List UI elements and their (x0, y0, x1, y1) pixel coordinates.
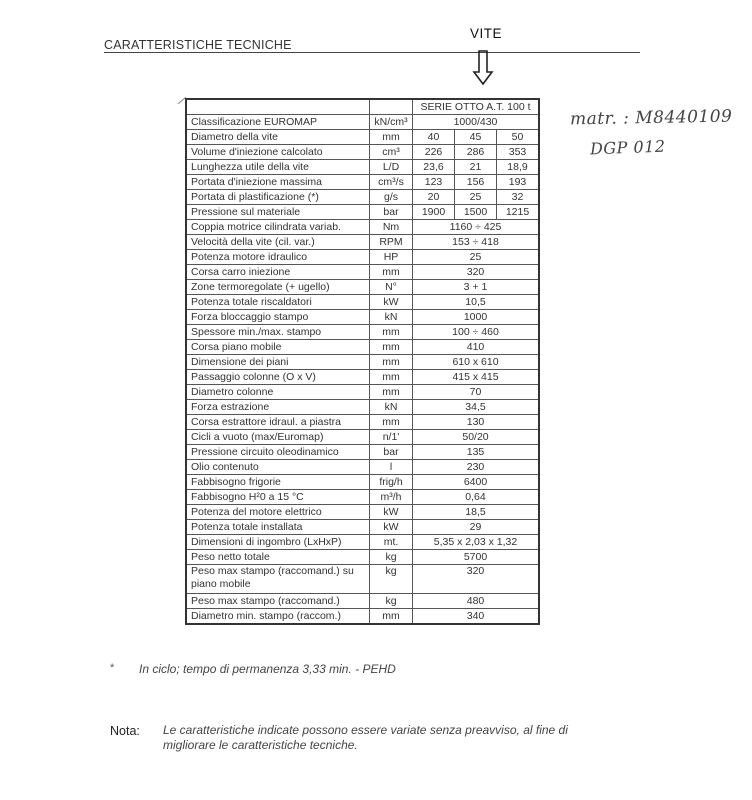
row-unit: kN (370, 400, 413, 415)
row-unit: mm (370, 355, 413, 370)
row-label: Portata d'iniezione massima (186, 175, 370, 190)
row-value: 25 (413, 250, 540, 265)
row-value: 70 (413, 385, 540, 400)
row-unit: frig/h (370, 475, 413, 490)
row-label: Fabbisogno frigorie (186, 475, 370, 490)
handwritten-code: DGP 012 (589, 136, 666, 159)
table-row (186, 160, 539, 175)
row-value: 1500 (455, 205, 497, 220)
table-row (186, 520, 539, 535)
table-row (186, 145, 539, 160)
row-label: Forza bloccaggio stampo (186, 310, 370, 325)
footnote-mark: * (110, 662, 115, 674)
row-unit: cm³ (370, 145, 413, 160)
row-label: Peso max stampo (raccomand.) (186, 594, 370, 609)
row-unit: mm (370, 415, 413, 430)
row-unit: g/s (370, 190, 413, 205)
down-arrow-icon (472, 50, 494, 86)
nota-text: Le caratteristiche indicate possono essere variate senza preavviso, al fine di migliorare le caratteristiche tecniche. (163, 723, 568, 752)
row-label: Portata di plastificazione (*) (186, 190, 370, 205)
row-value: 5,35 x 2,03 x 1,32 (413, 535, 540, 550)
row-unit: kN (370, 310, 413, 325)
row-unit: mm (370, 340, 413, 355)
row-unit: N° (370, 280, 413, 295)
table-row (186, 175, 539, 190)
row-value: 6400 (413, 475, 540, 490)
row-label: Potenza totale installata (186, 520, 370, 535)
table-row (186, 250, 539, 265)
row-value: 20 (413, 190, 455, 205)
row-value: 480 (413, 594, 540, 609)
table-row (186, 310, 539, 325)
row-unit: mm (370, 325, 413, 340)
row-value: 3 + 1 (413, 280, 540, 295)
table-header-row (186, 99, 539, 115)
row-unit: m³/h (370, 490, 413, 505)
classification-unit: kN/cm³ (370, 115, 413, 130)
row-value: 5700 (413, 550, 540, 565)
row-label: Cicli a vuoto (max/Euromap) (186, 430, 370, 445)
row-label: Coppia motrice cilindrata variab. (186, 220, 370, 235)
row-value: 50 (497, 130, 540, 145)
table-row (186, 400, 539, 415)
row-unit: mm (370, 385, 413, 400)
row-unit: kg (370, 565, 413, 594)
row-value: 230 (413, 460, 540, 475)
table-row (186, 550, 539, 565)
row-value: 34,5 (413, 400, 540, 415)
row-unit: l (370, 460, 413, 475)
row-value: 610 x 610 (413, 355, 540, 370)
row-unit: Nm (370, 220, 413, 235)
row-label: Lunghezza utile della vite (186, 160, 370, 175)
row-unit: mm (370, 130, 413, 145)
row-unit: mt. (370, 535, 413, 550)
table-row (186, 355, 539, 370)
row-unit: HP (370, 250, 413, 265)
row-unit: bar (370, 445, 413, 460)
row-value: 100 ÷ 460 (413, 325, 540, 340)
row-value: 123 (413, 175, 455, 190)
classification-row (186, 115, 539, 130)
page-title: CARATTERISTICHE TECNICHE (104, 38, 292, 52)
row-unit: kW (370, 295, 413, 310)
row-value: 18,9 (497, 160, 540, 175)
row-label: Diametro colonne (186, 385, 370, 400)
title-divider (104, 52, 640, 53)
serie-cell: SERIE OTTO A.T. 100 t (413, 99, 540, 115)
row-label: Peso netto totale (186, 550, 370, 565)
table-row (186, 385, 539, 400)
header-empty-cell (186, 99, 370, 115)
table-row (186, 280, 539, 295)
row-value: 29 (413, 520, 540, 535)
table-row (186, 445, 539, 460)
spec-table (185, 98, 540, 625)
handwritten-serial: matr. : M8440109 (569, 106, 733, 130)
table-row (186, 265, 539, 280)
table-row (186, 609, 539, 625)
row-value: 130 (413, 415, 540, 430)
row-value: 45 (455, 130, 497, 145)
row-value: 226 (413, 145, 455, 160)
row-value: 353 (497, 145, 540, 160)
row-label: Corsa estrattore idraul. a piastra (186, 415, 370, 430)
row-label: Corsa piano mobile (186, 340, 370, 355)
row-value: 0,64 (413, 490, 540, 505)
table-row (186, 370, 539, 385)
row-label: Olio contenuto (186, 460, 370, 475)
row-label: Potenza motore idraulico (186, 250, 370, 265)
row-unit: n/1' (370, 430, 413, 445)
row-value: 18,5 (413, 505, 540, 520)
row-unit: kW (370, 520, 413, 535)
row-unit: bar (370, 205, 413, 220)
row-value: 50/20 (413, 430, 540, 445)
row-value: 415 x 415 (413, 370, 540, 385)
table-row (186, 190, 539, 205)
row-unit: mm (370, 370, 413, 385)
row-unit: cm³/s (370, 175, 413, 190)
classification-value: 1000/430 (413, 115, 540, 130)
table-row (186, 415, 539, 430)
row-label: Passaggio colonne (O x V) (186, 370, 370, 385)
row-label: Potenza totale riscaldatori (186, 295, 370, 310)
row-value: 23,6 (413, 160, 455, 175)
row-unit: kg (370, 594, 413, 609)
row-label: Diametro min. stampo (raccom.) (186, 609, 370, 625)
row-unit: L/D (370, 160, 413, 175)
row-label: Diametro della vite (186, 130, 370, 145)
table-row (186, 235, 539, 250)
row-value: 1160 ÷ 425 (413, 220, 540, 235)
row-unit: RPM (370, 235, 413, 250)
table-row (186, 295, 539, 310)
table-row (186, 490, 539, 505)
row-value: 21 (455, 160, 497, 175)
table-row (186, 130, 539, 145)
table-row (186, 535, 539, 550)
table-row (186, 460, 539, 475)
row-label: Volume d'iniezione calcolato (186, 145, 370, 160)
table-row (186, 430, 539, 445)
row-label: Pressione circuito oleodinamico (186, 445, 370, 460)
row-value: 25 (455, 190, 497, 205)
row-label: Velocità della vite (cil. var.) (186, 235, 370, 250)
row-label: Forza estrazione (186, 400, 370, 415)
row-label: Corsa carro iniezione (186, 265, 370, 280)
row-label: Spessore min./max. stampo (186, 325, 370, 340)
nota-label: Nota: (110, 724, 140, 738)
table-row (186, 325, 539, 340)
table-row (186, 594, 539, 609)
row-value: 10,5 (413, 295, 540, 310)
table-row (186, 205, 539, 220)
row-value: 1900 (413, 205, 455, 220)
row-value: 410 (413, 340, 540, 355)
row-value: 32 (497, 190, 540, 205)
row-value: 340 (413, 609, 540, 625)
row-label: Zone termoregolate (+ ugello) (186, 280, 370, 295)
table-row (186, 340, 539, 355)
row-label: Peso max stampo (raccomand.) su piano mobile (186, 565, 370, 594)
row-unit: mm (370, 265, 413, 280)
table-row (186, 505, 539, 520)
row-value: 40 (413, 130, 455, 145)
row-value: 135 (413, 445, 540, 460)
row-unit: mm (370, 609, 413, 625)
footnote-text: In ciclo; tempo di permanenza 3,33 min. - PEHD (139, 662, 396, 676)
header-empty-cell (370, 99, 413, 115)
row-value: 153 ÷ 418 (413, 235, 540, 250)
vite-label: VITE (470, 26, 503, 41)
row-value: 320 (413, 565, 540, 594)
row-label: Pressione sul materiale (186, 205, 370, 220)
table-row (186, 475, 539, 490)
row-value: 1215 (497, 205, 540, 220)
row-label: Dimensioni di ingombro (LxHxP) (186, 535, 370, 550)
row-value: 156 (455, 175, 497, 190)
table-row (186, 565, 539, 594)
table-row (186, 220, 539, 235)
row-value: 1000 (413, 310, 540, 325)
row-value: 286 (455, 145, 497, 160)
classification-label: Classificazione EUROMAP (186, 115, 370, 130)
row-label: Dimensione dei piani (186, 355, 370, 370)
row-value: 193 (497, 175, 540, 190)
row-value: 320 (413, 265, 540, 280)
row-unit: kg (370, 550, 413, 565)
row-label: Potenza del motore elettrico (186, 505, 370, 520)
row-unit: kW (370, 505, 413, 520)
row-label: Fabbisogno H²0 a 15 °C (186, 490, 370, 505)
